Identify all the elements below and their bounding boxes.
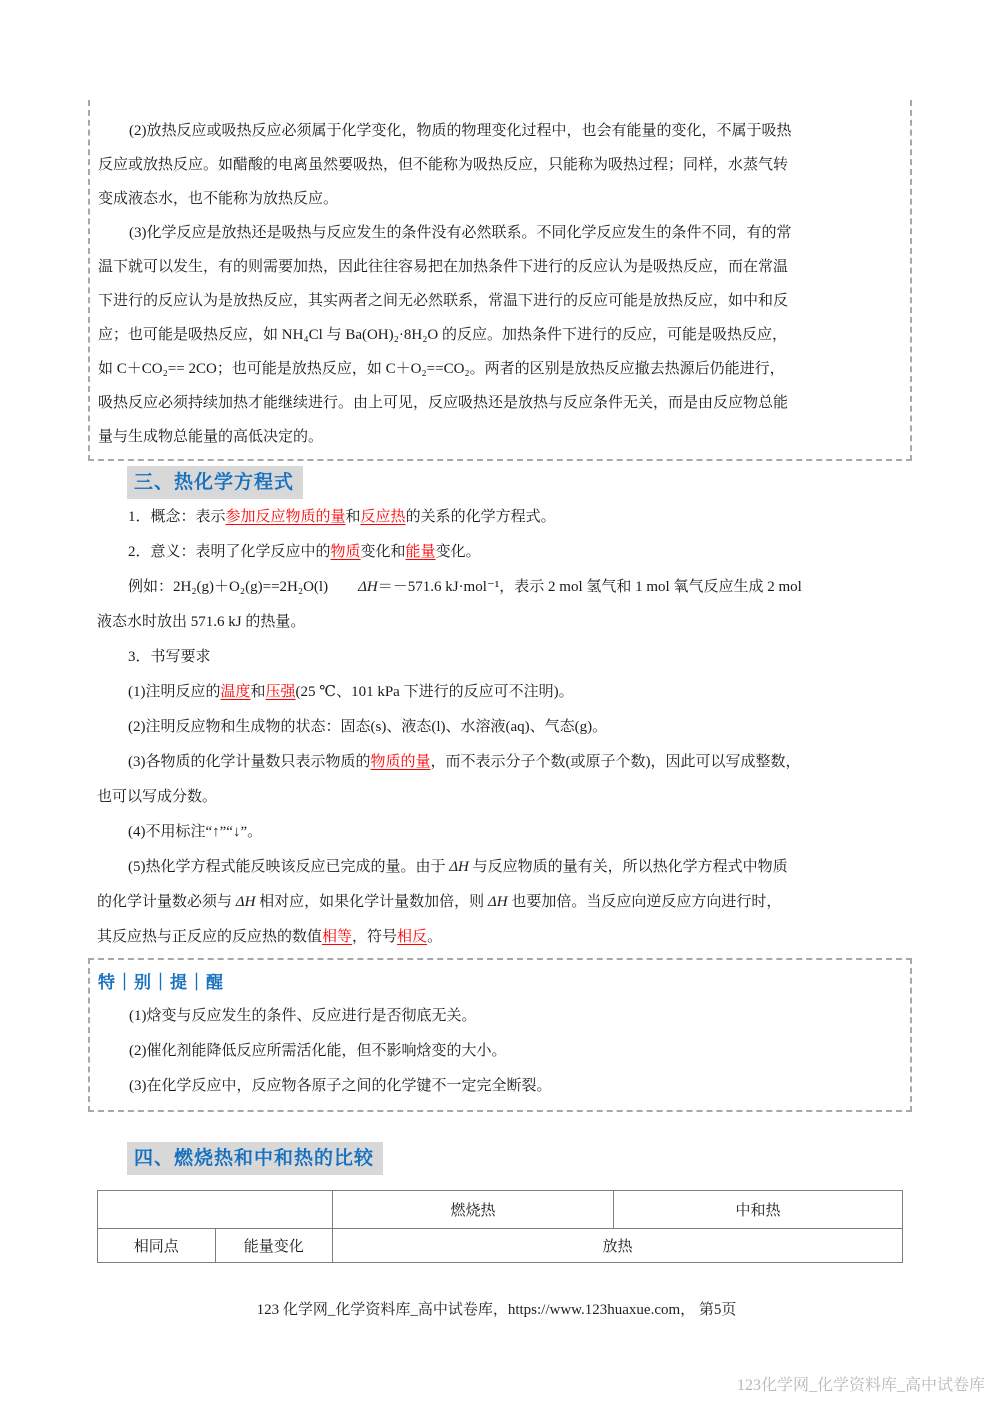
paragraph-line: [97, 535, 909, 570]
paragraph-line: [97, 920, 909, 955]
table-header-empty-cell: [98, 1191, 333, 1229]
table-header-combustion-heat: 燃烧热: [333, 1191, 614, 1229]
delta-h-symbol: ΔH: [358, 579, 378, 595]
paragraph-line: 如 C＋CO₂== 2CO；也可能是放热反应，如 C＋O₂==CO₂。两者的区别是放热反应撤去热源后仍能进行，: [98, 361, 785, 377]
text-segment: (3)各物质的化学计量数只表示物质的: [128, 754, 371, 770]
paragraph-line: 变成液态水，也不能称为放热反应。: [98, 191, 339, 207]
paragraph-line: 下进行的反应认为是放热反应，其实两者之间无必然联系，常温下进行的反应可能是放热反应，如中和反: [98, 293, 789, 309]
section3-heading: 三、热化学方程式: [127, 466, 303, 499]
comparison-table: [97, 1190, 903, 1263]
text-segment: 与反应物质的量有关，所以热化学方程式中物质: [468, 859, 788, 875]
table-cell-energy-change: 能量变化: [215, 1229, 333, 1263]
text-segment: 。: [427, 929, 443, 945]
paragraph-line: (4)不用标注“↑”“↓”。: [128, 824, 263, 840]
text-segment: (25 ℃、101 kPa 下进行的反应可不注明)。: [295, 684, 574, 700]
paragraph-line: (2)放热反应或吸热反应必须属于化学变化，物质的物理变化过程中，也会有能量的变化，不属于吸热: [129, 123, 792, 139]
site-watermark: 123化学网_化学资料库_高中试卷库: [736, 1377, 985, 1394]
red-underline-term: 压强: [265, 684, 296, 700]
text-segment: 相对应，如果化学计量数加倍，则: [255, 894, 488, 910]
reminder-line: (3)在化学反应中，反应物各原子之间的化学键不一定完全断裂。: [129, 1078, 552, 1094]
text-segment: ，符号: [352, 929, 398, 945]
paragraph-line: [97, 675, 909, 710]
table-header-neutralization-heat: 中和热: [614, 1191, 903, 1229]
text-segment: 1．概念：表示: [128, 509, 226, 525]
red-underline-term: 参加反应物质的量: [225, 509, 346, 525]
red-underline-term: 物质: [330, 544, 361, 560]
section3-body: [97, 500, 909, 955]
section4-heading: 四、燃烧热和中和热的比较: [127, 1142, 383, 1175]
red-underline-term: 反应热: [360, 509, 406, 525]
note-box-reaction-conditions: [88, 100, 912, 461]
paragraph-line: [97, 745, 909, 780]
page-footer: 123 化学网_化学资料库_高中试卷库，https://www.123huaxue.com， 第5页: [256, 1302, 737, 1318]
paragraph-line: 温下就可以发生，有的则需要加热，因此往往容易把在加热条件下进行的反应认为是吸热反应，而在常温: [98, 259, 789, 275]
reminder-line: (2)催化剂能降低反应所需活化能，但不影响焓变的大小。: [129, 1043, 507, 1059]
table-cell-exothermic: 放热: [333, 1229, 903, 1263]
text-segment: (5)热化学方程式能反映该反应已完成的量。由于: [128, 859, 450, 875]
red-underline-term: 能量: [405, 544, 436, 560]
text-segment: 2．意义：表明了化学反应中的: [128, 544, 331, 560]
paragraph-line: 液态水时放出 571.6 kJ 的热量。: [97, 614, 306, 630]
red-underline-term: 物质的量: [370, 754, 431, 770]
text-segment: (1)注明反应的: [128, 684, 221, 700]
table-row: [98, 1229, 903, 1263]
table-cell-same-point: 相同点: [98, 1229, 216, 1263]
text-segment: 和: [345, 509, 361, 525]
red-underline-term: 相等: [322, 929, 353, 945]
paragraph-line: [97, 850, 909, 885]
text-segment: 例如：2H₂(g)＋O₂(g)==2H₂O(l): [128, 579, 359, 595]
text-segment: 和: [250, 684, 266, 700]
special-reminder-box: [88, 958, 912, 1112]
thermochemical-equation-line: [97, 570, 909, 605]
paragraph-line: 也可以写成分数。: [97, 789, 218, 805]
paragraph-line: (3)化学反应是放热还是吸热与反应发生的条件没有必然联系。不同化学反应发生的条件不同，有的常: [129, 225, 792, 241]
text-segment: ＝－571.6 kJ·mol⁻¹，表示 2 mol 氢气和 1 mol 氧气反应生成 2 mol: [377, 579, 802, 595]
paragraph-line: [97, 885, 909, 920]
text-segment: 其反应热与正反应的反应热的数值: [97, 929, 323, 945]
text-segment: 也要加倍。当反应向逆反应方向进行时，: [507, 894, 782, 910]
paragraph-line: 3．书写要求: [128, 649, 211, 665]
text-segment: 的化学计量数必须与: [97, 894, 236, 910]
reminder-line: (1)焓变与反应发生的条件、反应进行是否彻底无关。: [129, 1008, 477, 1024]
red-underline-term: 相反: [397, 929, 428, 945]
text-segment: 变化。: [435, 544, 481, 560]
table-header-row: [98, 1191, 903, 1229]
delta-h-symbol: ΔH: [235, 894, 256, 910]
special-reminder-title: 特｜别｜提｜醒: [98, 973, 224, 992]
text-segment: 变化和: [360, 544, 406, 560]
red-underline-term: 温度: [220, 684, 251, 700]
paragraph-line: 吸热反应必须持续加热才能继续进行。由上可见，反应吸热还是放热与反应条件无关，而是由反应物总能: [98, 395, 789, 411]
paragraph-line: 应；也可能是吸热反应，如 NH₄Cl 与 Ba(OH)₂·8H₂O 的反应。加热条件下进行的反应，可能是吸热反应，: [98, 327, 788, 343]
text-segment: ，而不表示分子个数(或原子个数)，因此可以写成整数，: [430, 754, 801, 770]
text-segment: 的关系的化学方程式。: [405, 509, 556, 525]
paragraph-line: 反应或放热反应。如醋酸的电离虽然要吸热，但不能称为吸热反应，只能称为吸热过程；同样，水蒸气转: [98, 157, 789, 173]
delta-h-symbol: ΔH: [449, 859, 469, 875]
paragraph-line: (2)注明反应物和生成物的状态：固态(s)、液态(l)、水溶液(aq)、气态(g)。: [128, 719, 608, 735]
delta-h-symbol: ΔH: [487, 894, 508, 910]
paragraph-line: [97, 500, 909, 535]
paragraph-line: 量与生成物总能量的高低决定的。: [98, 429, 324, 445]
